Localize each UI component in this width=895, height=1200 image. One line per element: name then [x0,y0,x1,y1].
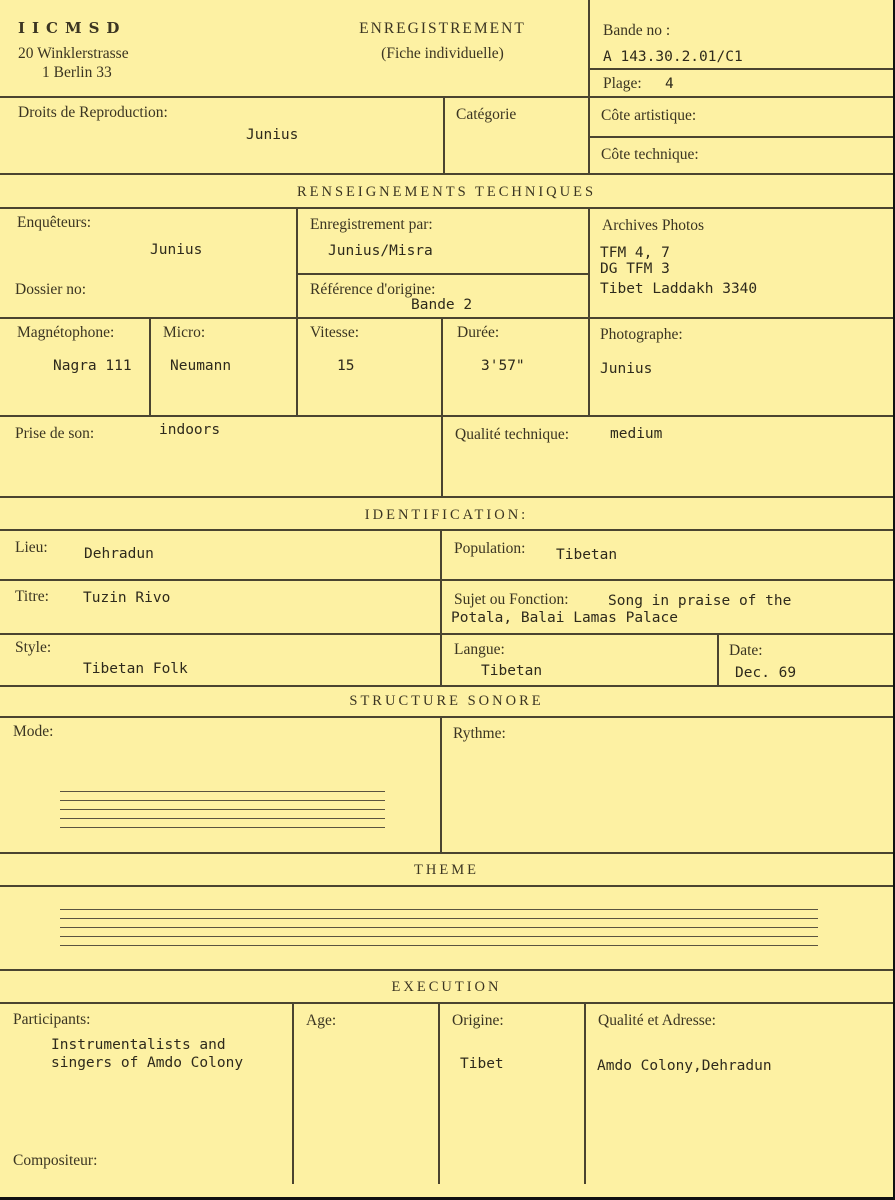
rule-tech-row3 [0,415,893,417]
rule-cote [588,136,893,138]
rule-enreg-ref [296,273,588,275]
vrule-ident [440,529,442,685]
rule-tech-row2 [0,317,893,319]
theme-staff-line [60,936,818,937]
magnetophone-label: Magnétophone: [17,324,115,341]
droits-label: Droits de Reproduction: [18,104,168,121]
vrule-duree [441,317,443,415]
rule-ident-heading [0,529,893,531]
archives-label: Archives Photos [602,217,705,234]
mode-staff-line [60,809,385,810]
prise-value: indoors [159,422,221,438]
titre-label: Titre: [15,588,49,605]
section-heading-structure: STRUCTURE SONORE [349,693,544,709]
dossier-label: Dossier no: [15,281,87,298]
magnetophone-value: Nagra 111 [53,358,132,374]
form-title: ENREGISTREMENT [359,20,526,37]
rule-theme-heading [0,885,893,887]
langue-value: Tibetan [481,663,543,679]
origine-label: Origine: [452,1012,504,1029]
archives-line3: Tibet Laddakh 3340 [600,281,758,297]
archives-line1: TFM 4, 7 [600,245,670,261]
rule-theme-bottom [0,969,893,971]
org-name: IICMSD [18,19,127,37]
section-heading-theme: THEME [414,862,479,878]
duree-value: 3'57" [481,358,525,374]
bande-label: Bande no : [603,22,671,39]
langue-label: Langue: [454,641,505,658]
section-heading-execution: EXECUTION [391,979,502,995]
date-label: Date: [729,642,763,659]
population-label: Population: [454,540,526,557]
mode-staff-line [60,800,385,801]
vrule-categorie [443,96,445,173]
plage-label: Plage: [603,75,642,92]
rule-tech-heading [0,207,893,209]
rythme-label: Rythme: [453,725,506,742]
rule-bande-plage [588,68,893,70]
enregistrement-label: Enregistrement par: [310,216,433,233]
rule-structure-bottom [0,852,893,854]
vrule-date [717,633,719,685]
vrule-origine [438,1002,440,1184]
droits-value: Junius [246,127,299,143]
qualite-adresse-label: Qualité et Adresse: [598,1012,716,1029]
style-value: Tibetan Folk [83,661,188,677]
qualite-technique-label: Qualité technique: [455,426,570,443]
reference-value: Bande 2 [411,297,473,313]
style-label: Style: [15,639,52,656]
mode-staff-line [60,818,385,819]
prise-label: Prise de son: [15,425,95,442]
sujet-value-line1: Song in praise of the [608,593,792,609]
photographe-label: Photographe: [600,326,683,343]
mode-staff-line [60,827,385,828]
vrule-qualite-adresse [584,1002,586,1184]
rule-execution-heading [0,1002,893,1004]
lieu-value: Dehradun [84,546,154,562]
mode-staff-line [60,791,385,792]
titre-value: Tuzin Rivo [83,590,171,606]
origine-value: Tibet [460,1056,504,1072]
vitesse-value: 15 [337,358,355,374]
theme-staff-line [60,918,818,919]
rule-structure-heading [0,716,893,718]
section-heading-technical: RENSEIGNEMENTS TECHNIQUES [296,184,597,200]
bande-value: A 143.30.2.01/C1 [603,49,743,65]
qualite-adresse-value: Amdo Colony,Dehradun [597,1058,772,1074]
micro-value: Neumann [170,358,232,374]
participants-label: Participants: [13,1011,91,1028]
vrule-qualite [441,415,443,496]
vrule-age [292,1002,294,1184]
mode-label: Mode: [13,723,54,740]
categorie-label: Catégorie [456,106,517,123]
rule-prise-bottom [0,496,893,498]
rule-titre-bottom [0,633,893,635]
plage-value: 4 [665,76,674,92]
enqueteurs-value: Junius [150,242,203,258]
vrule-tech-a [296,207,298,415]
address-line1: 20 Winklerstrasse [18,45,129,62]
theme-staff-line [60,945,818,946]
rule-header-bottom [0,96,893,98]
qualite-technique-value: medium [610,426,663,442]
cote-technique-label: Côte technique: [601,146,699,163]
duree-label: Durée: [457,324,500,341]
rule-lieu-bottom [0,579,893,581]
vrule-tech-b [588,207,590,415]
form-subtitle: (Fiche individuelle) [381,45,504,62]
address-line2: 1 Berlin 33 [42,64,112,81]
section-heading-identification: IDENTIFICATION: [364,507,529,523]
rule-style-bottom [0,685,893,687]
vrule-header-right [588,0,590,173]
rule-rights-bottom [0,173,893,175]
micro-label: Micro: [163,324,206,341]
theme-staff-line [60,909,818,910]
population-value: Tibetan [556,547,618,563]
archives-line2: DG TFM 3 [600,261,670,277]
enregistrement-value: Junius/Misra [328,243,433,259]
participants-value-line2: singers of Amdo Colony [51,1055,244,1071]
date-value: Dec. 69 [735,665,797,681]
photographe-value: Junius [600,361,653,377]
reference-label: Référence d'origine: [310,281,436,298]
sujet-value-line2: Potala, Balai Lamas Palace [451,610,678,626]
theme-staff-line [60,927,818,928]
vrule-rythme [440,716,442,852]
vrule-micro [149,317,151,415]
cote-artistique-label: Côte artistique: [601,107,697,124]
lieu-label: Lieu: [15,539,48,556]
vitesse-label: Vitesse: [310,324,360,341]
participants-value-line1: Instrumentalists and [51,1037,226,1053]
sujet-label: Sujet ou Fonction: [454,591,569,608]
enqueteurs-label: Enquêteurs: [17,214,92,231]
age-label: Age: [306,1012,337,1029]
compositeur-label: Compositeur: [13,1152,98,1169]
